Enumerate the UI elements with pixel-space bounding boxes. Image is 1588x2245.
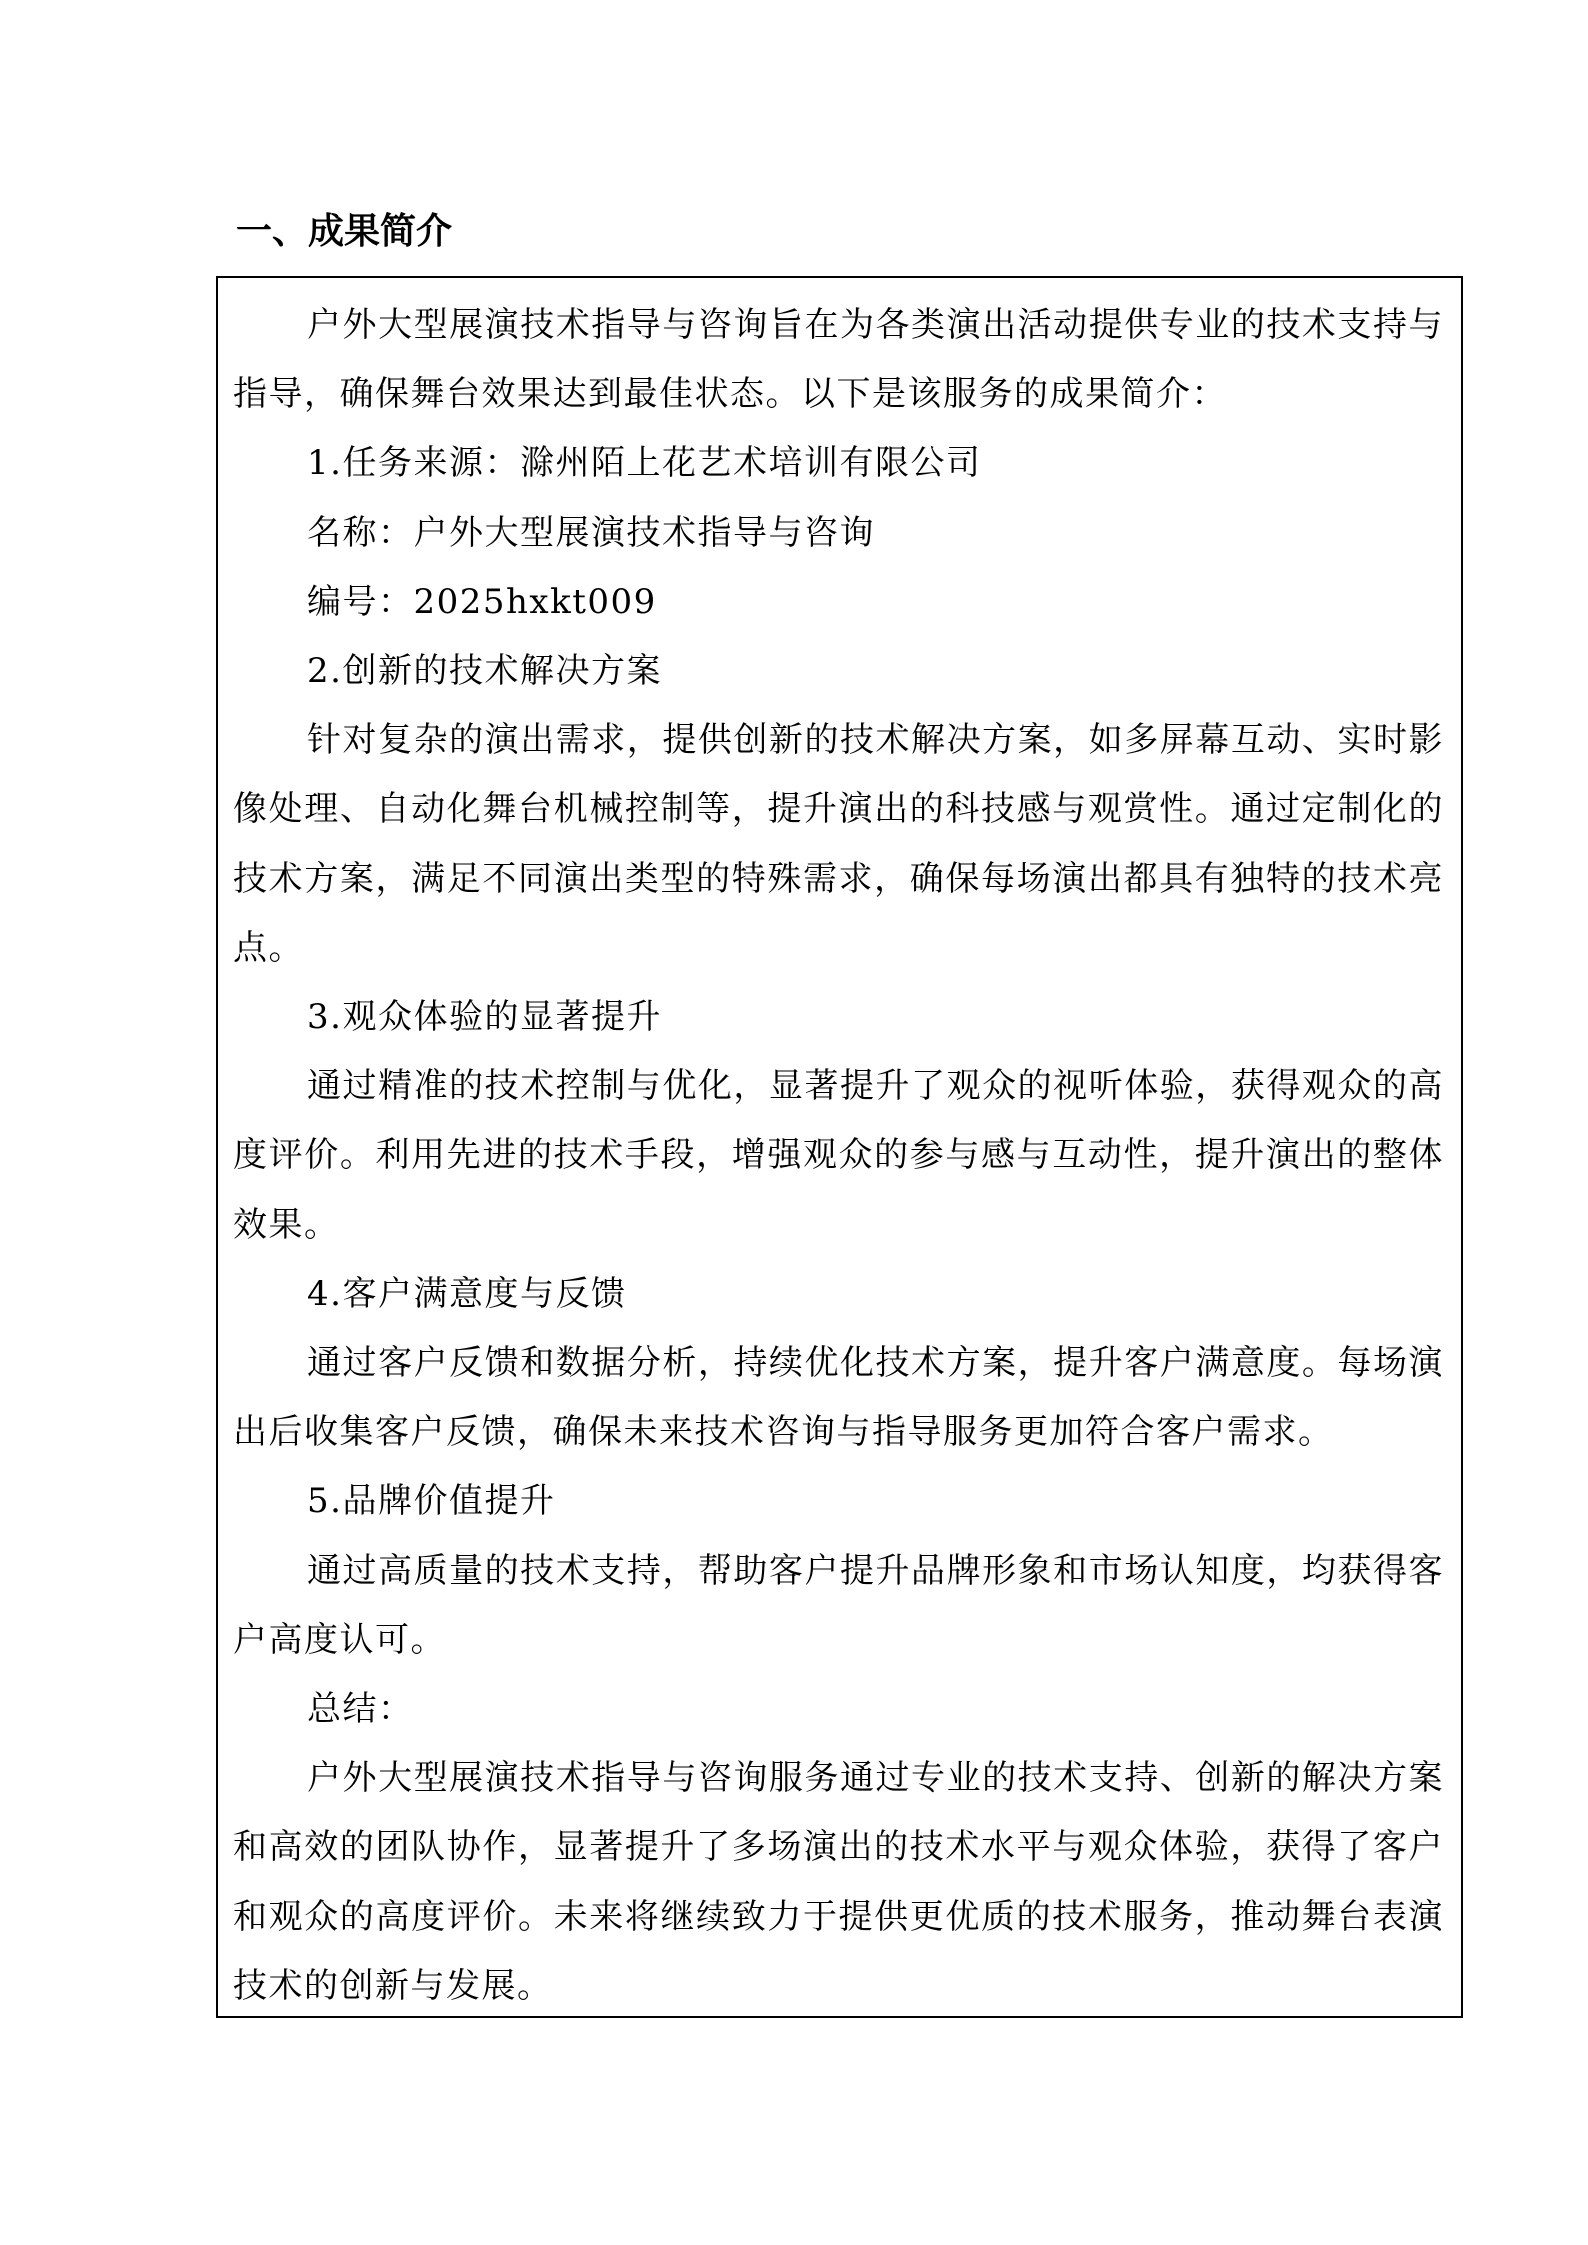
paragraph-audience-experience: 通过精准的技术控制与优化，显著提升了观众的视听体验，获得观众的高度评价。利用先进的技术手段，增强观众的参与感与互动性，提升演出的整体效果。 [233, 1066, 1444, 1245]
heading-innovative-solutions: 2.创新的技术解决方案 [307, 651, 662, 692]
heading-brand-value: 5.品牌价值提升 [307, 1481, 556, 1522]
paragraph-innovative-solutions: 针对复杂的演出需求，提供创新的技术解决方案，如多屏幕互动、实时影像处理、自动化舞台机械控制等，提升演出的科技感与观赏性。通过定制化的技术方案，满足不同演出类型的特殊需求，确保每场演出都具有独特的技术亮点。 [233, 720, 1444, 968]
summary-box [216, 276, 1463, 2018]
heading-customer-satisfaction: 4.客户满意度与反馈 [307, 1273, 627, 1314]
project-number-line: 编号：2025hxkt009 [307, 581, 657, 622]
heading-summary: 总结： [307, 1689, 414, 1730]
paragraph-brand-value: 通过高质量的技术支持，帮助客户提升品牌形象和市场认知度，均获得客户高度认可。 [233, 1550, 1444, 1660]
paragraph-customer-satisfaction: 通过客户反馈和数据分析，持续优化技术方案，提升客户满意度。每场演出后收集客户反馈，确保未来技术咨询与指导服务更加符合客户需求。 [233, 1343, 1444, 1453]
section-title: 一、成果简介 [236, 211, 453, 252]
heading-audience-experience: 3.观众体验的显著提升 [307, 997, 662, 1038]
task-source-line: 1.任务来源：滁州陌上花艺术培训有限公司 [307, 443, 982, 484]
project-name-line: 名称：户外大型展演技术指导与咨询 [307, 512, 875, 553]
intro-paragraph: 户外大型展演技术指导与咨询旨在为各类演出活动提供专业的技术支持与指导，确保舞台效果达到最佳状态。以下是该服务的成果简介： [233, 305, 1444, 415]
paragraph-summary: 户外大型展演技术指导与咨询服务通过专业的技术支持、创新的解决方案和高效的团队协作，显著提升了多场演出的技术水平与观众体验，获得了客户和观众的高度评价。未来将继续致力于提供更优质的技术服务，推动舞台表演技术的创新与发展。 [233, 1758, 1444, 2006]
